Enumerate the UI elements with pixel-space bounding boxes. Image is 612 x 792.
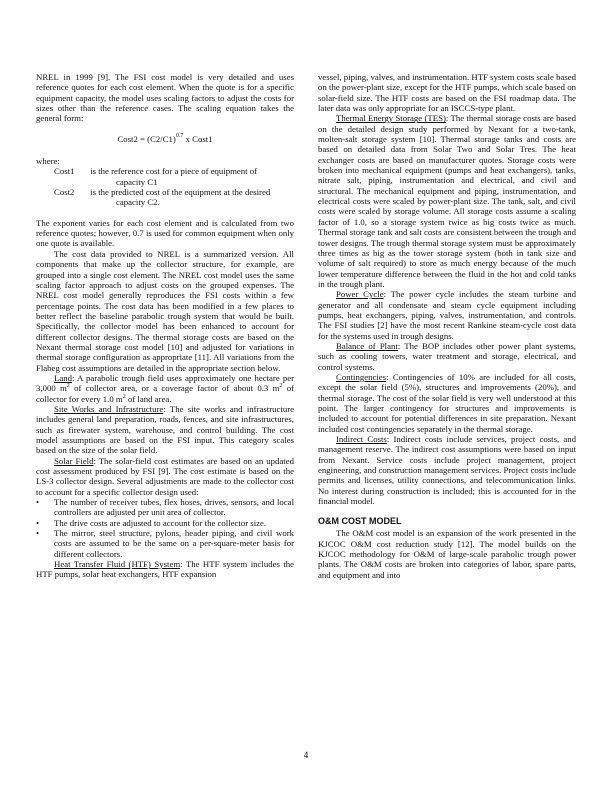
htf-heading: Heat Transfer Fluid (HTF) System xyxy=(54,559,181,570)
superscript: 2 xyxy=(279,383,283,390)
left-column xyxy=(36,72,294,580)
bullet-icon: • xyxy=(36,517,40,528)
definition-line2: capacity C2. xyxy=(116,197,160,208)
intro-paragraph: NREL in 1999 [9]. The FSI cost model is very detailed and uses reference quotes for each cost element. When the quote is for a specific equipment capacity, the model uses scaling factors to adjust the costs for sizes other than the reference cases. The scaling equation takes the general form: xyxy=(36,72,294,124)
land-text: of land area. xyxy=(125,393,172,404)
site-works-paragraph xyxy=(36,404,294,456)
land-text: : A parabolic trough field uses approximately one hectare per 3,000 m xyxy=(36,372,294,394)
contingencies-paragraph xyxy=(318,372,576,434)
page-number: 4 xyxy=(303,750,309,760)
definition-line1: is the reference cost for a piece of equipment of xyxy=(90,166,258,177)
power-cycle-paragraph xyxy=(318,289,576,341)
htf-paragraph xyxy=(36,559,294,580)
bullet-icon: • xyxy=(36,497,40,508)
site-works-heading: Site Works and Infrastructure xyxy=(54,403,164,414)
where-label: where: xyxy=(36,156,60,167)
om-paragraph: The O&M cost model is an expansion of the work presented in the KJCOC O&M cost reduction study [12]. The model builds on the KJCOC methodology for O&M of large-scale parabolic trough power plants. The O&M costs are broken into categories of labor, spare parts, and equipment and into xyxy=(318,528,576,580)
solar-field-paragraph xyxy=(36,456,294,497)
solar-field-heading: Solar Field xyxy=(54,455,94,466)
superscript: 2 xyxy=(122,393,126,400)
definition-line2: capacity C1 xyxy=(116,176,158,187)
land-heading: Land xyxy=(54,372,72,383)
bop-paragraph xyxy=(318,341,576,372)
indirect-costs-text: : Indirect costs include services, project costs, and management reserve. The indirect cost assumptions were based on input from Nexant. Service costs include project management, project engineering, and construction management services. Project costs include permits and licenses, utility connections, and telecommunication links. No interest during construction is included; this is accounted for in the financial model. xyxy=(318,434,576,507)
site-works-text: : The site works and infrastructure includes general land preparation, roads, fences, and site infrastructures, such as firewater system, warehouse, and control building. The cost model assumptions are based on the FSI input. This category scales based on the size of the solar field. xyxy=(36,403,294,456)
definition-desc xyxy=(88,166,294,187)
contingencies-text: : Contingencies of 10% are included for all costs, except the solar field (5%), structures and improvements (20%), and thermal storage. The cost of the solar field is very well understood at this point. The larger contingency for structures and improvements is included to account for potential differences in site preparation. Nexant included cost contingencies separately in the thermal storage. xyxy=(318,371,576,434)
land-text: of collector area, or a coverage factor of about 0.3 m xyxy=(69,383,280,394)
superscript: 2 xyxy=(66,383,70,390)
bullet-icon: • xyxy=(36,528,40,539)
scaling-equation xyxy=(36,134,294,144)
exponent-paragraph: The exponent varies for each cost element and is calculated from two reference quotes; however, 0.7 is used for common equipment when only one quote is available. xyxy=(36,217,294,249)
solar-field-text: : The solar-field cost estimates are based on an updated cost assessment produced by FSI [9]. The cost estimate is based on the LS-3 collector design. Several adjustments are made to the collector cost to account for a specific collector design used: xyxy=(36,455,294,497)
definition-line1: is the predicted cost of the equipment at the desired xyxy=(90,187,271,198)
htf-continued-paragraph: vessel, piping, valves, and instrumentation. HTF system costs scale based on the power-plant size, except for the HTF pumps, which scale based on solar-field size. The HTF costs are based on the FSI roadmap data. The later data was only appropriate for an ISCCS-type plant. xyxy=(318,72,576,114)
definition-cost2 xyxy=(36,187,294,208)
bop-text: : The BOP includes other power plant systems, such as cooling towers, water treatment and storage, electrical, and control systems. xyxy=(318,340,576,372)
right-column xyxy=(318,72,576,580)
tes-paragraph xyxy=(318,113,576,289)
bullet-text: The drive costs are adjusted to account for the collector size. xyxy=(54,517,267,528)
equation-rhs: x Cost1 xyxy=(183,133,213,144)
section-heading: O&M COST MODEL xyxy=(318,516,402,527)
land-text: of collector for every 1.0 m xyxy=(36,383,294,404)
bop-heading: Balance of Plant xyxy=(336,340,398,351)
htf-text: : The HTF system includes the HTF pumps, solar heat exchangers, HTF expansion xyxy=(36,559,295,580)
list-item xyxy=(36,518,294,528)
contingencies-heading: Contingencies xyxy=(336,371,387,382)
indirect-costs-paragraph xyxy=(318,434,576,506)
tes-text: : The thermal storage costs are based on the detailed design study performed by Nexant for a two-tank, molten-salt storage system [10]. Thermal storage tanks and costs are based on detailed data from Solar Two and Solar Tres. The heat exchanger costs are based on manufacturer quotes. Storage costs were broken into mechanical equipment (pumps and heat exchangers), tanks, nitrate salt, piping, instrumentation and electrical, and civil and structural. The mechanical equipment and piping, instrumentation, and electrical costs were scaled by power-plant size. The tank, salt, and civil costs were scaled by storage volume. All storage costs assume a scaling factor of 1.0, so a storage system twice as big costs twice as much. Thermal storage tank and salt costs are consistent between the trough and tower designs. The trough thermal storage system must be approximately three times as big as the tower storage system (both in tank size and volume of salt required) to store as much energy because of the much lower temperature difference between the fluid in the hot and cold tanks in the trough plant. xyxy=(318,113,576,289)
bullet-text: The mirror, steel structure, pylons, header piping, and civil work costs are assumed to be the same on a per-square-meter basis for different collectors. xyxy=(54,528,294,559)
list-item xyxy=(36,528,294,559)
cost-data-paragraph: The cost data provided to NREL is a summarized version. All components that make up the collector structure, for example, are grouped into a single cost element. The NREL cost model uses the same scaling factor approach to adjust costs on the grouped expenses. The NREL cost model generally reproduces the FSI costs within a few percentage points. The cost data has been modified in a few places to better reflect the baseline parabolic trough system that would be built. Specifically, the collector model has been enhanced to account for different collector designs. The thermal storage costs are based on the Nexant thermal storage cost model [10] and adjusted for variations in thermal storage configuration as appropriate [11]. All variations from the Flabeg cost assumptions are detailed in the appropriate section below. xyxy=(36,248,294,373)
land-paragraph xyxy=(36,373,294,404)
tes-heading: Thermal Energy Storage (TES) xyxy=(336,113,446,124)
definition-term: Cost1 xyxy=(54,166,75,177)
power-cycle-heading: Power Cycle xyxy=(336,289,384,300)
list-item xyxy=(36,497,294,518)
equation-exponent: 0.7 xyxy=(175,132,184,139)
definition-desc xyxy=(88,187,294,208)
bullet-text: The number of receiver tubes, flex hoses, drives, sensors, and local controllers are adjusted per unit area of collector. xyxy=(54,497,294,518)
definition-term: Cost2 xyxy=(54,187,75,198)
equation-lhs: Cost2 = (C2/C1) xyxy=(117,133,176,144)
definition-cost1 xyxy=(36,166,294,187)
indirect-costs-heading: Indirect Costs xyxy=(336,434,387,445)
power-cycle-text: : The power cycle includes the steam turbine and generator and all condensate and steam cycle equipment including pumps, heat exchangers, piping, valves, instrumentation, and controls. The FSI studies [2] have the most recent Rankine steam-cycle cost data for the systems used in trough designs. xyxy=(318,289,576,341)
